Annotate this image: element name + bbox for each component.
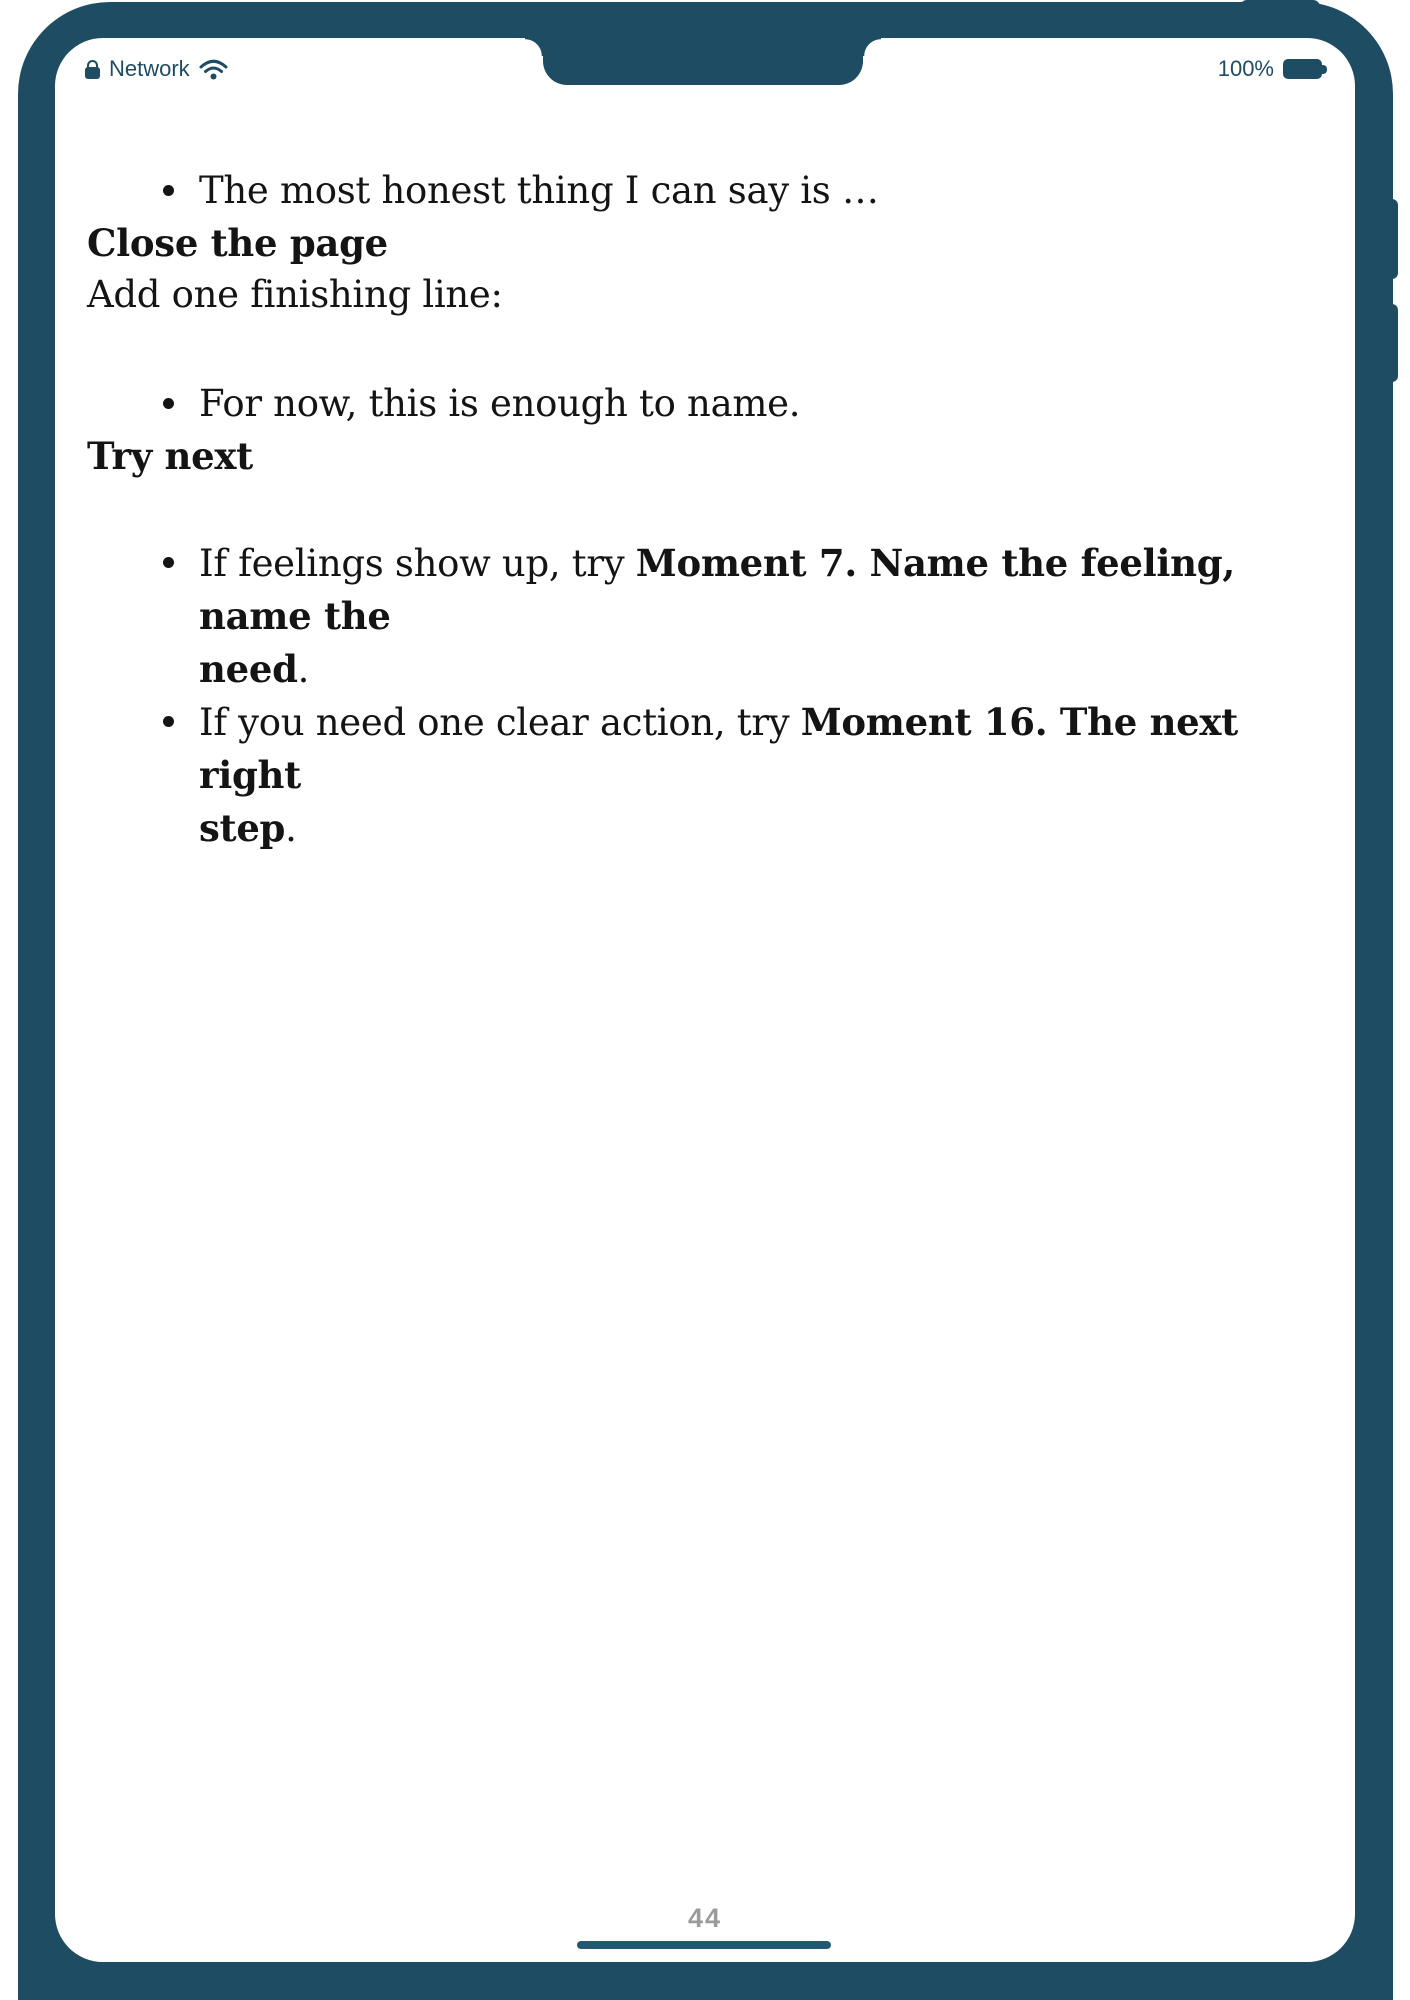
camera-notch <box>543 38 863 85</box>
network-label: Network <box>109 56 190 81</box>
intro-list <box>87 165 1347 217</box>
home-indicator[interactable] <box>577 1941 831 1949</box>
list-item: The most honest thing I can say is … <box>87 165 1347 217</box>
list-item: If feelings show up, try Moment 7. Name the feeling, name the need. <box>87 537 1347 696</box>
list-item: For now, this is enough to name. <box>87 378 1347 430</box>
lock-icon <box>85 67 100 79</box>
battery-percent-label: 100% <box>1217 56 1274 81</box>
close-paragraph: Add one finishing line: <box>87 273 503 316</box>
volume-up-button[interactable] <box>1386 199 1398 279</box>
try-next-list <box>87 537 1347 855</box>
volume-down-button[interactable] <box>1386 304 1398 382</box>
close-the-page-heading: Close the page <box>87 221 388 265</box>
try-next-heading: Try next <box>87 434 253 478</box>
status-bar-right <box>1218 56 1322 82</box>
page-number: 44 <box>687 1903 723 1933</box>
notch-fillet-right <box>863 38 881 56</box>
status-bar-left <box>85 56 228 82</box>
finishing-line-list <box>87 378 1347 430</box>
battery-full-icon <box>1283 59 1322 79</box>
list-item: If you need one clear action, try Moment 16. The next right step. <box>87 696 1347 855</box>
notch-fillet-left <box>525 38 543 56</box>
reader-page-content <box>87 165 1347 855</box>
wifi-icon <box>199 58 228 80</box>
